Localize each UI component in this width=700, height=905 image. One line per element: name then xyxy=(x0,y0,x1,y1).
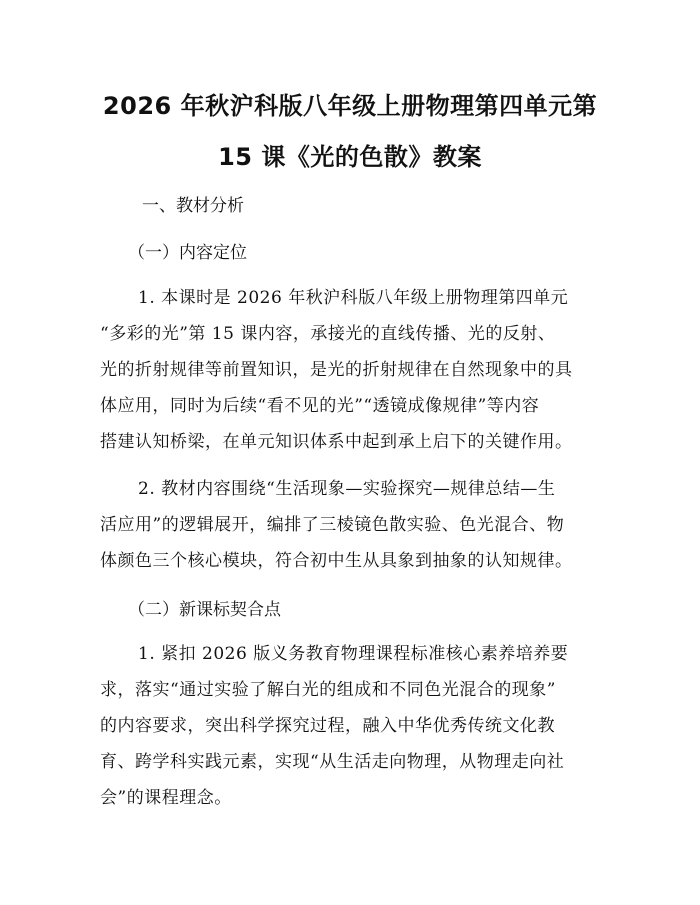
paragraph-content-positioning-1 xyxy=(100,280,600,460)
paragraph-line: 搭建认知桥梁，在单元知识体系中起到承上启下的关键作用。 xyxy=(100,432,573,452)
paragraph-line: 活应用”的逻辑展开，编排了三棱镜色散实验、色光混合、物 xyxy=(100,515,565,535)
paragraph-line: 光的折射规律等前置知识，是光的折射规律在自然现象中的具 xyxy=(100,360,573,380)
paragraph-line: 育、跨学科实践元素，实现“从生活走向物理，从物理走向社 xyxy=(100,752,565,772)
paragraph-line: 会”的课程理念。 xyxy=(100,788,232,808)
document-title-line-2: 15 课《光的色散》教案 xyxy=(218,143,482,171)
paragraph-line: 体颜色三个核心模块，符合初中生从具象到抽象的认知规律。 xyxy=(100,551,573,571)
subsection-heading-content-positioning: （一）内容定位 xyxy=(128,243,247,263)
paragraph-curriculum-alignment-1 xyxy=(100,636,600,816)
paragraph-line: 1. 紧扣 2026 版义务教育物理课程标准核心素养培养要 xyxy=(138,644,569,664)
paragraph-line: 体应用，同时为后续“看不见的光”“透镜成像规律”等内容 xyxy=(100,396,540,416)
paragraph-line: 求，落实“通过实验了解白光的组成和不同色光混合的现象” xyxy=(100,680,556,700)
subsection-heading-curriculum-alignment: （二）新课标契合点 xyxy=(128,600,281,620)
paragraph-content-positioning-2 xyxy=(100,471,600,579)
paragraph-line: 1. 本课时是 2026 年秋沪科版八年级上册物理第四单元 xyxy=(138,288,569,308)
paragraph-line: 2. 教材内容围绕“生活现象—实验探究—规律总结—生 xyxy=(138,479,556,499)
paragraph-line: 的内容要求，突出科学探究过程，融入中华优秀传统文化教 xyxy=(100,716,555,736)
document-title-line-1: 2026 年秋沪科版八年级上册物理第四单元第 xyxy=(102,92,598,120)
section-heading-textbook-analysis: 一、教材分析 xyxy=(142,196,244,216)
paragraph-line: “多彩的光”第 15 课内容，承接光的直线传播、光的反射、 xyxy=(100,324,556,344)
